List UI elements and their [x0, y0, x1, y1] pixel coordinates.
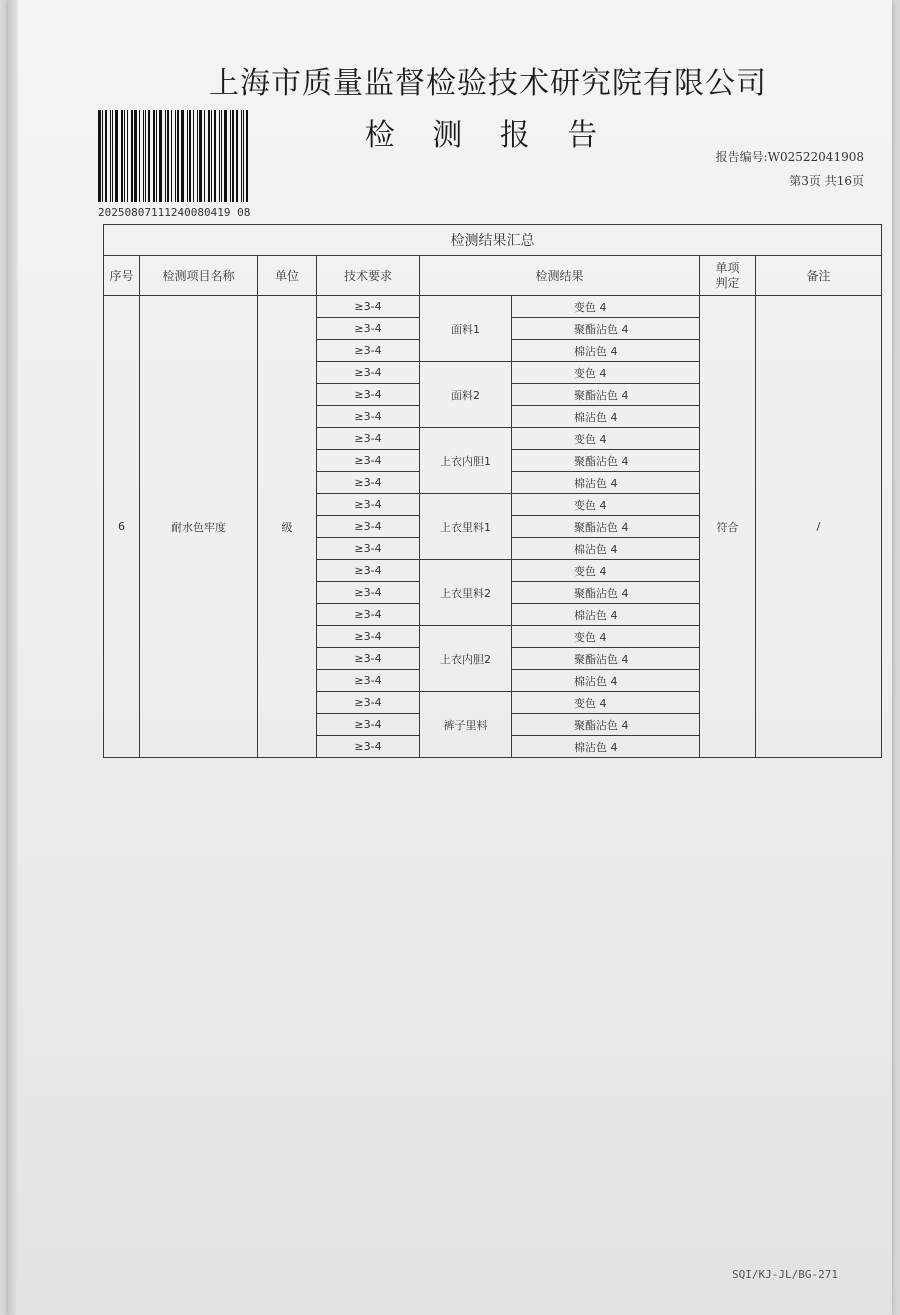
- sample-part-cell: 面料1: [420, 296, 512, 362]
- col-header-requirement: 技术要求: [317, 256, 420, 296]
- row-verdict: 符合: [700, 296, 756, 758]
- barcode-bar: [189, 110, 191, 202]
- requirement-cell: ≥3-4: [317, 472, 420, 494]
- barcode-bar: [159, 110, 162, 202]
- barcode-bar: [145, 110, 146, 202]
- result-value-cell: 棉沾色 4: [512, 604, 700, 626]
- result-value-cell: 变色 4: [512, 494, 700, 516]
- requirement-cell: ≥3-4: [317, 296, 420, 318]
- barcode-bar: [115, 110, 118, 202]
- barcode-bar: [204, 110, 205, 202]
- barcode-bar: [121, 110, 123, 202]
- result-value-cell: 变色 4: [512, 560, 700, 582]
- paper-sheet: [8, 0, 892, 1315]
- result-value-cell: 聚酯沾色 4: [512, 318, 700, 340]
- result-value-cell: 聚酯沾色 4: [512, 714, 700, 736]
- barcode-bar: [127, 110, 128, 202]
- barcode-bar: [221, 110, 222, 202]
- col-header-result: 检测结果: [420, 256, 700, 296]
- requirement-cell: ≥3-4: [317, 538, 420, 560]
- sample-part-cell: 上衣内胆1: [420, 428, 512, 494]
- barcode-bar: [246, 110, 248, 202]
- requirement-cell: ≥3-4: [317, 604, 420, 626]
- barcode-bar: [105, 110, 107, 202]
- barcode-bar: [134, 110, 137, 202]
- requirement-cell: ≥3-4: [317, 714, 420, 736]
- report-number: 报告编号:W02522041908: [715, 150, 864, 164]
- barcode-bar: [156, 110, 157, 202]
- barcode-bar: [219, 110, 220, 202]
- barcode-bar: [171, 110, 172, 202]
- result-value-cell: 聚酯沾色 4: [512, 582, 700, 604]
- sample-part-cell: 面料2: [420, 362, 512, 428]
- company-name: 上海市质量监督检验技术研究院有限公司: [209, 66, 767, 101]
- requirement-cell: ≥3-4: [317, 626, 420, 648]
- sample-part-cell: 上衣里料1: [420, 494, 512, 560]
- requirement-cell: ≥3-4: [317, 428, 420, 450]
- barcode-bar: [143, 110, 144, 202]
- report-title: 检 测 报 告: [364, 118, 612, 153]
- result-value-cell: 棉沾色 4: [512, 340, 700, 362]
- barcode-bar: [175, 110, 176, 202]
- form-code: SQI/KJ-JL/BG-271: [732, 1268, 838, 1281]
- row-unit: 级: [258, 296, 317, 758]
- requirement-cell: ≥3-4: [317, 340, 420, 362]
- barcode-bar: [181, 110, 184, 202]
- result-value-cell: 聚酯沾色 4: [512, 648, 700, 670]
- barcode-bar: [199, 110, 202, 202]
- col-header-verdict: 单项 判定: [700, 256, 756, 296]
- result-value-cell: 棉沾色 4: [512, 538, 700, 560]
- barcode-bar: [232, 110, 234, 202]
- sample-part-cell: 上衣里料2: [420, 560, 512, 626]
- barcode-bar: [214, 110, 216, 202]
- sample-part-cell: 上衣内胆2: [420, 626, 512, 692]
- requirement-cell: ≥3-4: [317, 384, 420, 406]
- barcode-bar: [139, 110, 140, 202]
- requirement-cell: ≥3-4: [317, 582, 420, 604]
- barcode-bar: [102, 110, 103, 202]
- result-value-cell: 变色 4: [512, 296, 700, 318]
- barcode-bar: [241, 110, 242, 202]
- result-value-cell: 变色 4: [512, 692, 700, 714]
- test-results-table: [103, 224, 882, 758]
- requirement-cell: ≥3-4: [317, 560, 420, 582]
- table-caption: 检测结果汇总: [104, 225, 882, 256]
- barcode-bar: [153, 110, 155, 202]
- barcode-bar: [197, 110, 198, 202]
- barcode-bar: [131, 110, 133, 202]
- result-value-cell: 变色 4: [512, 428, 700, 450]
- col-header-item: 检测项目名称: [140, 256, 258, 296]
- requirement-cell: ≥3-4: [317, 736, 420, 758]
- barcode-image: [98, 110, 268, 202]
- result-value-cell: 变色 4: [512, 362, 700, 384]
- result-value-cell: 棉沾色 4: [512, 472, 700, 494]
- barcode-bar: [148, 110, 150, 202]
- barcode-bar: [98, 110, 101, 202]
- requirement-cell: ≥3-4: [317, 494, 420, 516]
- requirement-cell: ≥3-4: [317, 362, 420, 384]
- result-value-cell: 变色 4: [512, 626, 700, 648]
- requirement-cell: ≥3-4: [317, 450, 420, 472]
- requirement-cell: ≥3-4: [317, 670, 420, 692]
- barcode-bar: [230, 110, 231, 202]
- result-value-cell: 聚酯沾色 4: [512, 384, 700, 406]
- barcode-bar: [187, 110, 188, 202]
- col-header-unit: 单位: [258, 256, 317, 296]
- result-value-cell: 聚酯沾色 4: [512, 450, 700, 472]
- result-value-cell: 棉沾色 4: [512, 736, 700, 758]
- paper-edge-shadow: [8, 0, 18, 1315]
- page-indicator: 第3页 共16页: [789, 174, 864, 188]
- row-remark: /: [756, 296, 882, 758]
- col-header-remark: 备注: [756, 256, 882, 296]
- requirement-cell: ≥3-4: [317, 318, 420, 340]
- col-header-seq: 序号: [104, 256, 140, 296]
- barcode-bar: [124, 110, 125, 202]
- result-value-cell: 棉沾色 4: [512, 406, 700, 428]
- result-value-cell: 棉沾色 4: [512, 670, 700, 692]
- table-row: [104, 296, 882, 318]
- barcode-bar: [110, 110, 111, 202]
- sample-part-cell: 裤子里料: [420, 692, 512, 758]
- barcode-bar: [112, 110, 113, 202]
- requirement-cell: ≥3-4: [317, 516, 420, 538]
- barcode-bar: [193, 110, 194, 202]
- barcode-bar: [224, 110, 227, 202]
- requirement-cell: ≥3-4: [317, 406, 420, 428]
- barcode-bar: [211, 110, 212, 202]
- requirement-cell: ≥3-4: [317, 692, 420, 714]
- barcode-bar: [165, 110, 166, 202]
- result-value-cell: 聚酯沾色 4: [512, 516, 700, 538]
- row-seq: 6: [104, 296, 140, 758]
- barcode-bar: [243, 110, 244, 202]
- barcode-number: 20250807111240080419 08: [98, 206, 251, 219]
- row-item-name: 耐水色牢度: [140, 296, 258, 758]
- barcode-bar: [177, 110, 179, 202]
- requirement-cell: ≥3-4: [317, 648, 420, 670]
- barcode-bar: [236, 110, 238, 202]
- barcode-bar: [167, 110, 169, 202]
- barcode-bar: [208, 110, 210, 202]
